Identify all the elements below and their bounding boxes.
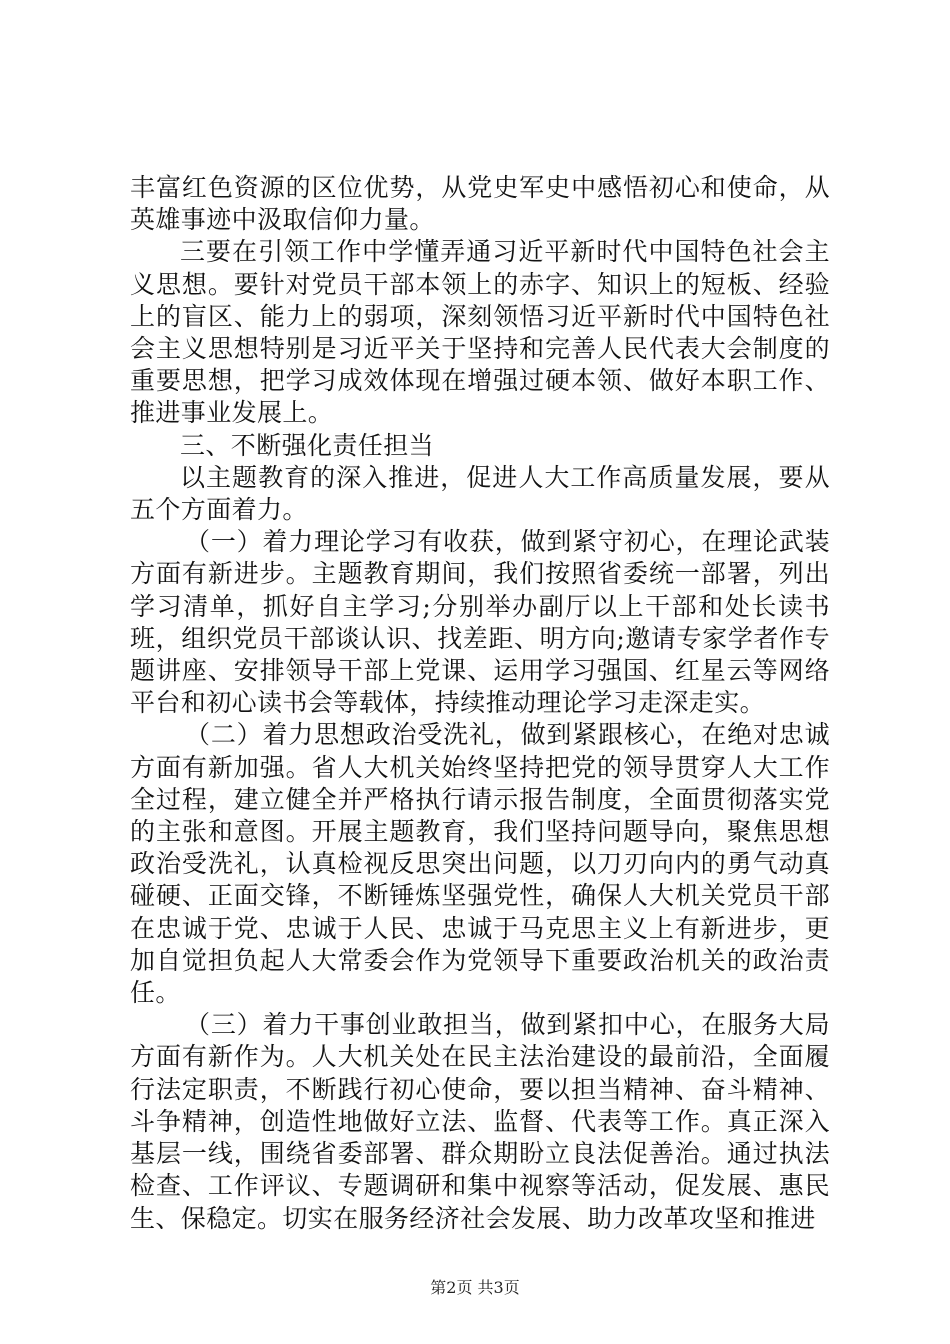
paragraph-intro: 以主题教育的深入推进，促进人大工作高质量发展，要从五个方面着力。 (130, 462, 830, 525)
paragraph-continuation: 丰富红色资源的区位优势，从党史军史中感悟初心和使命，从英雄事迹中汲取信仰力量。 (130, 173, 830, 235)
paragraph-item-3: （三）着力干事创业敢担当，做到紧扣中心，在服务大局方面有新作为。人大机关处在民主法治建设的最前沿，全面履行法定职责，不断践行初心使命，要以担当精神、奋斗精神、斗争精神，创造性地做好立法、监督、代表等工作。真正深入基层一线，围绕省委部署、群众期盼立良法促善治。通过执法检查、工作评议、专题调研和集中视察等活动，促发展、惠民生、保稳定。切实在服务经济社会发展、助力改革攻坚和推进 (130, 1010, 830, 1233)
body-text (130, 172, 830, 1235)
page-footer: 第2页 共3页 (430, 1278, 520, 1297)
paragraph-point-three: 三要在引领工作中学懂弄通习近平新时代中国特色社会主义思想。要针对党员干部本领上的赤字、知识上的短板、经验上的盲区、能力上的弱项，深刻领悟习近平新时代中国特色社会主义思想特别是习近平关于坚持和完善人民代表大会制度的重要思想，把学习成效体现在增强过硬本领、做好本职工作、推进事业发展上。 (130, 237, 830, 428)
paragraph-item-1: （一）着力理论学习有收获，做到紧守初心，在理论武装方面有新进步。主题教育期间，我们按照省委统一部署，列出学习清单，抓好自主学习;分别举办副厅以上干部和处长读书班，组织党员干部谈认识、找差距、明方向;邀请专家学者作专题讲座、安排领导干部上党课、运用学习强国、红星云等网络平台和初心读书会等载体，持续推动理论学习走深走实。 (130, 527, 830, 718)
section-heading: 三、不断强化责任担当 (180, 430, 435, 460)
paragraph-item-2: （二）着力思想政治受洗礼，做到紧跟核心，在绝对忠诚方面有新加强。省人大机关始终坚持把党的领导贯穿人大工作全过程，建立健全并严格执行请示报告制度，全面贯彻落实党的主张和意图。开展主题教育，我们坚持问题导向，聚焦思想政治受洗礼，认真检视反思突出问题，以刀刃向内的勇气动真碰硬、正面交锋，不断锤炼坚强党性，确保人大机关党员干部在忠诚于党、忠诚于人民、忠诚于马克思主义上有新进步，更加自觉担负起人大常委会作为党领导下重要政治机关的政治责任。 (130, 720, 830, 1008)
